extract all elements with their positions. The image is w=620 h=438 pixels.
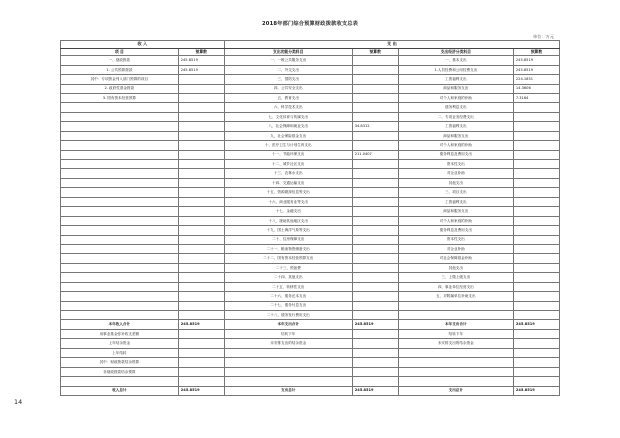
- item-name-cell: 支出总计: [224, 386, 352, 396]
- budget-amount-cell: [352, 377, 398, 386]
- item-name-cell: [61, 273, 179, 282]
- item-name-cell: [398, 311, 513, 320]
- budget-amount-cell: [178, 311, 224, 320]
- budget-amount-cell: [513, 226, 559, 235]
- budget-amount-cell: [178, 358, 224, 367]
- budget-amount-cell: [178, 367, 224, 376]
- budget-amount-cell: [178, 178, 224, 187]
- budget-amount-cell: [178, 254, 224, 263]
- item-name-cell: 上年结转: [61, 348, 179, 357]
- column-header: 支出功能分类科目: [224, 48, 352, 56]
- budget-amount-cell: [178, 160, 224, 169]
- budget-amount-cell: [513, 112, 559, 121]
- budget-amount-cell: 245.8519: [352, 320, 398, 329]
- item-name-cell: 对社会保障基金补助: [398, 254, 513, 263]
- table-row: [61, 112, 560, 121]
- budget-amount-cell: [178, 150, 224, 159]
- table-row: [61, 226, 560, 235]
- table-row: [61, 263, 560, 272]
- item-name-cell: 商品和服务支出: [398, 207, 513, 216]
- item-name-cell: 其他支出: [398, 263, 513, 272]
- budget-amount-cell: [352, 207, 398, 216]
- item-name-cell: 对企业补助: [398, 169, 513, 178]
- budget-amount-cell: 224.1851: [513, 75, 559, 84]
- budget-amount-cell: [178, 207, 224, 216]
- item-name-cell: 2. 政府性基金拨款: [61, 84, 179, 93]
- item-name-cell: 对企业补助: [398, 244, 513, 253]
- item-name-cell: 十八、援助其他地区支出: [224, 216, 352, 225]
- item-name-cell: [61, 188, 179, 197]
- item-name-cell: 二十五、转移性支出: [224, 282, 352, 291]
- item-name-cell: [61, 150, 179, 159]
- budget-amount-cell: [352, 216, 398, 225]
- budget-amount-cell: [513, 178, 559, 187]
- budget-amount-cell: [513, 329, 559, 338]
- item-name-cell: [61, 377, 179, 386]
- budget-amount-cell: [178, 103, 224, 112]
- item-name-cell: 八、社会保障和就业支出: [224, 122, 352, 131]
- budget-amount-cell: [513, 216, 559, 225]
- budget-amount-cell: 211.0407: [352, 150, 398, 159]
- budget-amount-cell: [352, 226, 398, 235]
- item-name-cell: 1.人员经费和公用经费支出: [398, 65, 513, 74]
- budget-amount-cell: [352, 131, 398, 140]
- item-name-cell: 十一、节能环保支出: [224, 150, 352, 159]
- budget-amount-cell: [178, 122, 224, 131]
- item-name-cell: 一、基本支出: [398, 56, 513, 65]
- item-name-cell: 十、医疗卫生与计划生育支出: [224, 141, 352, 150]
- item-name-cell: [61, 282, 179, 291]
- budget-amount-cell: [513, 254, 559, 263]
- table-row: [61, 150, 560, 159]
- budget-amount-cell: [513, 169, 559, 178]
- budget-amount-cell: [352, 348, 398, 357]
- item-name-cell: 资本性支出: [398, 160, 513, 169]
- table-row: [61, 320, 560, 329]
- budget-amount-cell: [513, 367, 559, 376]
- budget-amount-cell: [352, 329, 398, 338]
- item-name-cell: 债务利息及费用支出: [398, 226, 513, 235]
- column-header: 预算数: [513, 48, 559, 56]
- item-name-cell: [224, 358, 352, 367]
- item-name-cell: 资本性支出: [398, 235, 513, 244]
- budget-amount-cell: [513, 292, 559, 301]
- table-row: [61, 160, 560, 169]
- item-name-cell: 对个人和家庭的补助: [398, 93, 513, 102]
- table-row: [61, 56, 560, 65]
- budget-amount-cell: [352, 56, 398, 65]
- budget-amount-cell: [352, 141, 398, 150]
- budget-amount-cell: 34.8312: [352, 122, 398, 131]
- item-name-cell: [224, 367, 352, 376]
- item-name-cell: 二十七、债务付息支出: [224, 301, 352, 310]
- item-name-cell: 十六、商业服务业等支出: [224, 197, 352, 206]
- budget-amount-cell: [178, 226, 224, 235]
- budget-amount-cell: [352, 367, 398, 376]
- item-name-cell: 五、教育支出: [224, 93, 352, 102]
- budget-amount-cell: [513, 188, 559, 197]
- budget-amount-cell: [352, 244, 398, 253]
- table-row: [61, 75, 560, 84]
- budget-amount-cell: [178, 188, 224, 197]
- item-name-cell: [61, 122, 179, 131]
- item-name-cell: 十二、城乡社区支出: [224, 160, 352, 169]
- item-name-cell: 二、专项业务经费支出: [398, 112, 513, 121]
- item-name-cell: 四、公共安全支出: [224, 84, 352, 93]
- budget-amount-cell: 14.3606: [513, 84, 559, 93]
- budget-amount-cell: [352, 292, 398, 301]
- table-row: [61, 292, 560, 301]
- item-name-cell: 二十二、国有资本经营预算支出: [224, 254, 352, 263]
- item-name-cell: 支出总计: [398, 386, 513, 396]
- budget-amount-cell: [178, 169, 224, 178]
- item-name-cell: [61, 207, 179, 216]
- item-name-cell: [61, 292, 179, 301]
- budget-amount-cell: [352, 282, 398, 291]
- item-name-cell: 二十、住房保障支出: [224, 235, 352, 244]
- item-name-cell: 二十三、预备费: [224, 263, 352, 272]
- budget-amount-cell: [178, 329, 224, 338]
- table-row: [61, 103, 560, 112]
- item-name-cell: 二十一、粮油物资储备支出: [224, 244, 352, 253]
- item-name-cell: 商品和服务支出: [398, 131, 513, 140]
- budget-amount-cell: 245.8519: [352, 386, 398, 396]
- income-group-header: 收 入: [61, 41, 225, 49]
- table-row: [61, 141, 560, 150]
- budget-amount-cell: [178, 235, 224, 244]
- item-name-cell: [398, 348, 513, 357]
- table-row: [61, 282, 560, 291]
- item-name-cell: [61, 169, 179, 178]
- item-name-cell: [61, 311, 179, 320]
- item-name-cell: [61, 216, 179, 225]
- item-name-cell: [61, 131, 179, 140]
- budget-amount-cell: 245.8519: [513, 386, 559, 396]
- item-name-cell: 三、上缴上级支出: [398, 273, 513, 282]
- item-name-cell: 十九、国土海洋气象等支出: [224, 226, 352, 235]
- budget-amount-cell: [178, 244, 224, 253]
- item-name-cell: [398, 367, 513, 376]
- item-name-cell: 债务利息支出: [398, 103, 513, 112]
- item-name-cell: 工资福利支出: [398, 122, 513, 131]
- budget-amount-cell: [352, 169, 398, 178]
- item-name-cell: 商品和服务支出: [398, 84, 513, 93]
- table-row: [61, 377, 560, 386]
- item-name-cell: [61, 263, 179, 272]
- item-name-cell: [61, 103, 179, 112]
- budget-amount-cell: [178, 263, 224, 272]
- table-row: [61, 178, 560, 187]
- budget-amount-cell: [513, 263, 559, 272]
- item-name-cell: [61, 301, 179, 310]
- budget-amount-cell: [513, 282, 559, 291]
- item-name-cell: 其中：财政拨款结余预算: [61, 358, 179, 367]
- budget-amount-cell: 245.8519: [178, 320, 224, 329]
- budget-amount-cell: [352, 273, 398, 282]
- item-name-cell: 其他支出: [398, 178, 513, 187]
- item-name-cell: [61, 226, 179, 235]
- table-row: [61, 216, 560, 225]
- expenditure-group-header: 支 出: [224, 41, 559, 49]
- budget-amount-cell: [178, 197, 224, 206]
- budget-amount-cell: [352, 84, 398, 93]
- budget-amount-cell: 7.3164: [513, 93, 559, 102]
- unit-label: 单位：万元: [533, 34, 554, 39]
- table-row: [61, 301, 560, 310]
- item-name-cell: 四、事业单位经营支出: [398, 282, 513, 291]
- budget-amount-cell: [352, 160, 398, 169]
- item-name-cell: 1. 公共预算拨款: [61, 65, 179, 74]
- budget-amount-cell: [352, 75, 398, 84]
- budget-amount-cell: [513, 311, 559, 320]
- item-name-cell: 用事业基金弥补收支差额: [61, 329, 179, 338]
- budget-amount-cell: [513, 103, 559, 112]
- table-row: [61, 329, 560, 338]
- item-name-cell: [61, 254, 179, 263]
- budget-amount-cell: [513, 377, 559, 386]
- budget-amount-cell: [513, 207, 559, 216]
- item-name-cell: 二十六、债务还本支出: [224, 292, 352, 301]
- table-row: [61, 311, 560, 320]
- table-row: [61, 131, 560, 140]
- budget-amount-cell: [513, 160, 559, 169]
- table-row: [61, 386, 560, 396]
- table-row: [61, 84, 560, 93]
- budget-amount-cell: [352, 339, 398, 348]
- table-row: [61, 122, 560, 131]
- table-row: [61, 169, 560, 178]
- item-name-cell: 结转下年: [398, 329, 513, 338]
- column-header: 预算数: [178, 48, 224, 56]
- budget-amount-cell: [178, 348, 224, 357]
- item-name-cell: 一、财政拨款: [61, 56, 179, 65]
- budget-amount-cell: [352, 301, 398, 310]
- budget-amount-cell: [352, 254, 398, 263]
- budget-amount-cell: [513, 131, 559, 140]
- budget-amount-cell: [352, 358, 398, 367]
- page-number: 14: [14, 398, 23, 406]
- item-name-cell: [398, 358, 513, 367]
- item-name-cell: 三、国防支出: [224, 75, 352, 84]
- item-name-cell: [61, 178, 179, 187]
- item-name-cell: 七、文化体育与传媒支出: [224, 112, 352, 121]
- item-name-cell: 工资福利支出: [398, 197, 513, 206]
- budget-amount-cell: 245.8519: [513, 320, 559, 329]
- item-name-cell: 十四、交通运输支出: [224, 178, 352, 187]
- item-name-cell: 债务利息及费用支出: [398, 150, 513, 159]
- budget-amount-cell: [352, 65, 398, 74]
- budget-amount-cell: [178, 75, 224, 84]
- budget-amount-cell: [513, 141, 559, 150]
- budget-amount-cell: [178, 339, 224, 348]
- page-title: 2018年部门综合预算财政拨款收支总表: [261, 21, 359, 27]
- budget-amount-cell: [513, 348, 559, 357]
- item-name-cell: 其中：专项资金列入部门预算的项目: [61, 75, 179, 84]
- budget-amount-cell: [513, 244, 559, 253]
- item-name-cell: 十七、金融支出: [224, 207, 352, 216]
- table-row: [61, 197, 560, 206]
- column-header: 支出经济分类科目: [398, 48, 513, 56]
- item-name-cell: 对个人和家庭的补助: [398, 216, 513, 225]
- budget-amount-cell: [352, 93, 398, 102]
- item-name-cell: 一、一般公共服务支出: [224, 56, 352, 65]
- budget-amount-cell: [352, 112, 398, 121]
- item-name-cell: 结转下年: [224, 329, 352, 338]
- item-name-cell: 本年支出合计: [398, 320, 513, 329]
- item-name-cell: 二十四、其他支出: [224, 273, 352, 282]
- budget-amount-cell: [178, 301, 224, 310]
- column-header: 预算数: [352, 48, 398, 56]
- item-name-cell: 收入总计: [61, 386, 179, 396]
- column-header: 项 目: [61, 48, 179, 56]
- item-name-cell: [224, 348, 352, 357]
- budget-amount-cell: [513, 358, 559, 367]
- table-row: [61, 65, 560, 74]
- item-name-cell: 五、对附属单位补助支出: [398, 292, 513, 301]
- item-name-cell: 上年结余资金: [61, 339, 179, 348]
- budget-amount-cell: [178, 377, 224, 386]
- item-name-cell: [61, 235, 179, 244]
- table-row: [61, 93, 560, 102]
- budget-amount-cell: [513, 122, 559, 131]
- item-name-cell: 三、项目支出: [398, 188, 513, 197]
- table-row: [61, 339, 560, 348]
- budget-amount-cell: [352, 103, 398, 112]
- budget-amount-cell: [178, 273, 224, 282]
- budget-amount-cell: 245.8519: [178, 65, 224, 74]
- item-name-cell: 本年收入合计: [61, 320, 179, 329]
- budget-amount-cell: [178, 131, 224, 140]
- budget-summary-table: [60, 40, 560, 396]
- item-name-cell: [61, 112, 179, 121]
- budget-amount-cell: [178, 84, 224, 93]
- item-name-cell: 十三、农林水支出: [224, 169, 352, 178]
- table-row: [61, 348, 560, 357]
- item-name-cell: [61, 244, 179, 253]
- budget-amount-cell: [352, 263, 398, 272]
- item-name-cell: 十五、资源勘探信息等支出: [224, 188, 352, 197]
- budget-amount-cell: [513, 197, 559, 206]
- budget-amount-cell: [352, 311, 398, 320]
- budget-amount-cell: 245.8519: [513, 56, 559, 65]
- budget-amount-cell: [352, 178, 398, 187]
- item-name-cell: [61, 160, 179, 169]
- budget-amount-cell: [352, 188, 398, 197]
- table-row: [61, 235, 560, 244]
- budget-amount-cell: [178, 93, 224, 102]
- budget-amount-cell: [513, 301, 559, 310]
- item-name-cell: [61, 197, 179, 206]
- budget-amount-cell: 245.8519: [513, 65, 559, 74]
- budget-amount-cell: [178, 141, 224, 150]
- item-name-cell: 3. 国有资本经营预算: [61, 93, 179, 102]
- item-name-cell: [61, 141, 179, 150]
- budget-amount-cell: [352, 197, 398, 206]
- budget-amount-cell: [352, 235, 398, 244]
- item-name-cell: 工资福利支出: [398, 75, 513, 84]
- table-row: [61, 367, 560, 376]
- item-name-cell: 本年支出合计: [224, 320, 352, 329]
- budget-amount-cell: 245.8519: [178, 56, 224, 65]
- item-name-cell: [224, 377, 352, 386]
- budget-amount-cell: [178, 292, 224, 301]
- table-row: [61, 254, 560, 263]
- budget-amount-cell: [178, 282, 224, 291]
- budget-amount-cell: [178, 216, 224, 225]
- table-row: [61, 358, 560, 367]
- budget-amount-cell: [513, 273, 559, 282]
- budget-amount-cell: [178, 112, 224, 121]
- item-name-cell: 对个人和家庭的补助: [398, 141, 513, 150]
- table-row: [61, 273, 560, 282]
- budget-amount-cell: [513, 339, 559, 348]
- table-row: [61, 188, 560, 197]
- budget-amount-cell: 245.8519: [178, 386, 224, 396]
- table-row: [61, 244, 560, 253]
- item-name-cell: [398, 377, 513, 386]
- item-name-cell: 二十八、债务发行费用支出: [224, 311, 352, 320]
- item-name-cell: 非财政拨款结余预算: [61, 367, 179, 376]
- table-row: [61, 207, 560, 216]
- budget-amount-cell: [513, 235, 559, 244]
- item-name-cell: 未安排支出的结余资金: [224, 339, 352, 348]
- item-name-cell: 二、外交支出: [224, 65, 352, 74]
- item-name-cell: [398, 301, 513, 310]
- budget-amount-cell: [513, 150, 559, 159]
- item-name-cell: 九、社会保险基金支出: [224, 131, 352, 140]
- item-name-cell: 六、科学技术支出: [224, 103, 352, 112]
- item-name-cell: 未安排支出的结余资金: [398, 339, 513, 348]
